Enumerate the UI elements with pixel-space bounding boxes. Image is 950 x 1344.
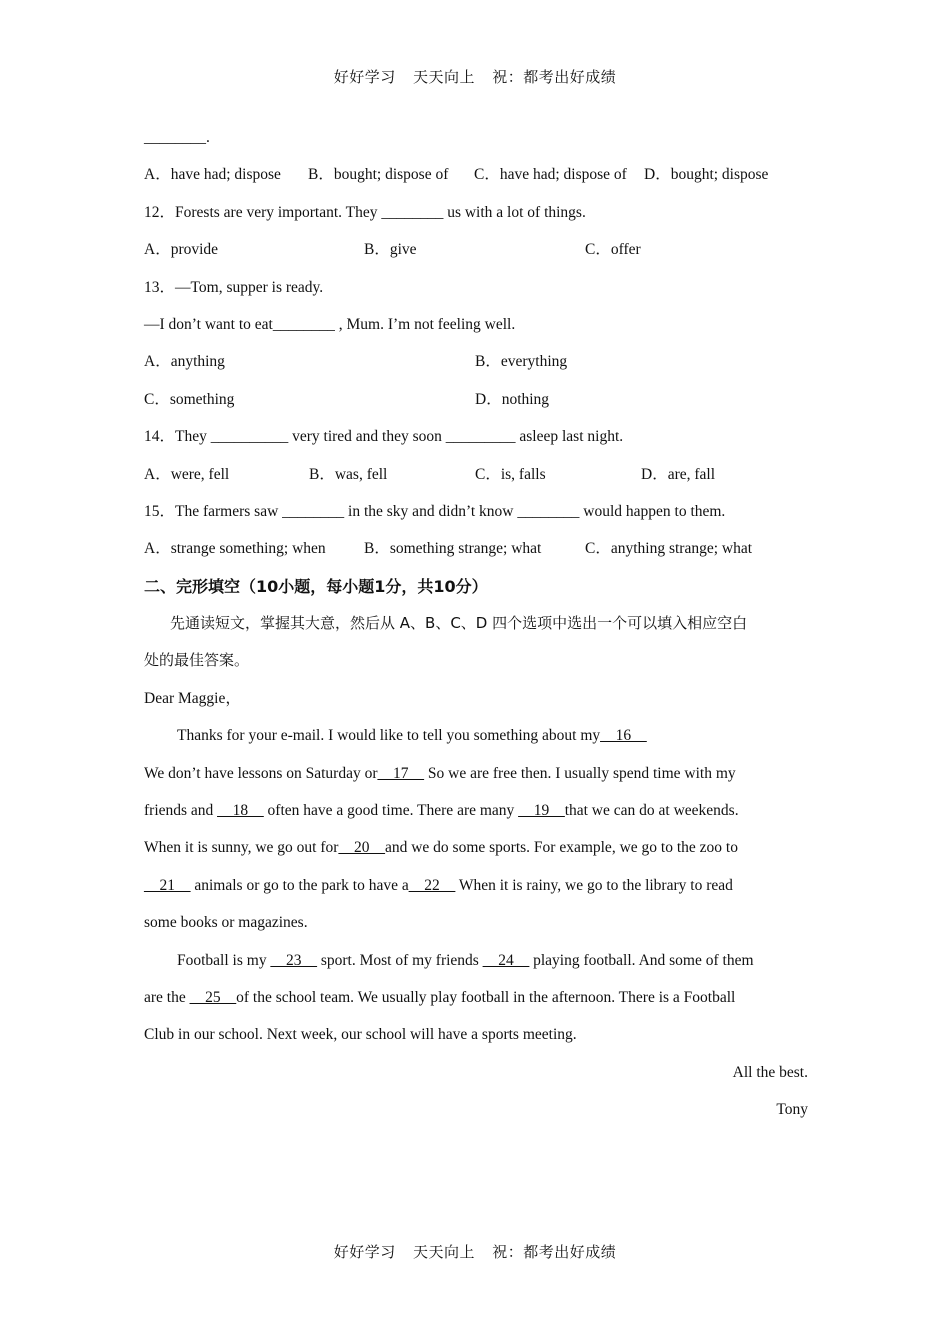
footer-motto-2: 天天向上	[412, 1243, 475, 1261]
q15-stem: 15．The farmers saw ________ in the sky and didn’t know ________ would happen to them.	[144, 502, 726, 520]
letter-p2-line2	[144, 979, 808, 1016]
letter-p1-line6: some books or magazines.	[144, 914, 308, 932]
blank-18: __18__	[217, 802, 264, 820]
section-2-title: 二、完形填空（10小题，每小题1分，共10分）	[144, 576, 488, 596]
letter-text: often have a good time. There are many	[263, 802, 519, 820]
q15-option-a: A．strange something; when	[144, 540, 326, 558]
letter-p2-line3: Club in our school. Next week, our school will have a sports meeting.	[144, 1026, 577, 1044]
letter-text: So we are free then. I usually spend time with my	[424, 764, 736, 782]
letter-text: and we do some sports. For example, we go to the zoo to	[384, 839, 738, 857]
q15-option-b: B．something strange; what	[364, 540, 542, 558]
letter-text: playing football. And some of them	[529, 951, 754, 969]
q14-option-d: D．are, fall	[641, 465, 716, 483]
q11-options	[144, 156, 808, 193]
letter-p2-line1	[144, 942, 808, 979]
letter-text: When it is sunny, we go out for	[144, 839, 339, 857]
q13-stem-reply: —I don’t want to eat________ , Mum. I’m not feeling well.	[144, 315, 516, 333]
header-motto-2: 天天向上	[412, 68, 475, 86]
section-2-instruction-line2: 处的最佳答案。	[144, 651, 250, 670]
q11-option-b: B．bought; dispose of	[308, 166, 449, 184]
q13-option-a: A．anything	[144, 353, 225, 371]
q13-options-row2	[144, 381, 808, 418]
q12-options	[144, 231, 808, 268]
letter-p1-line2	[144, 755, 808, 792]
letter-text: are the	[144, 988, 190, 1006]
q13-option-c: C．something	[144, 390, 235, 408]
q14-option-c: C．is, falls	[475, 465, 546, 483]
document-body	[144, 119, 808, 1129]
letter-closing: All the best.	[732, 1063, 808, 1081]
q11-option-d: D．bought; dispose	[644, 166, 769, 184]
letter-p1-line1	[144, 717, 808, 754]
q11-option-c: C．have had; dispose of	[474, 166, 627, 184]
letter-text: friends and	[144, 802, 218, 820]
blank-25: __25__	[189, 988, 237, 1006]
q12-option-a: A．provide	[144, 241, 219, 259]
q15-options	[144, 530, 808, 567]
header-motto-3: 祝：都考出好成绩	[492, 68, 617, 86]
q13-option-b: B．everything	[475, 353, 568, 371]
q11-stem-tail: ________.	[144, 129, 210, 146]
letter-text: sport. Most of my friends	[316, 951, 483, 969]
letter-p1-line4	[144, 829, 808, 866]
letter-text: Thanks for your e-mail. I would like to tell you something about my	[177, 727, 601, 745]
blank-16: __16__	[600, 727, 647, 745]
q14-option-b: B．was, fell	[309, 465, 388, 483]
letter-text: Football is my	[177, 951, 271, 969]
letter-greeting: Dear Maggie，	[144, 689, 241, 707]
q14-option-a: A．were, fell	[144, 465, 230, 483]
blank-22: __22__	[408, 876, 456, 894]
footer-motto-3: 祝：都考出好成绩	[492, 1243, 617, 1261]
letter-text: that we can do at weekends.	[564, 802, 739, 820]
page-header	[0, 66, 950, 87]
letter-p1-line3	[144, 792, 808, 829]
letter-text: When it is rainy, we go to the library to read	[455, 876, 733, 894]
q12-option-c: C．offer	[585, 241, 641, 259]
q14-stem: 14．They __________ very tired and they soon _________ asleep last night.	[144, 428, 624, 446]
blank-20: __20__	[338, 839, 385, 857]
blank-17: __17__	[377, 764, 425, 782]
blank-24: __24__	[482, 951, 530, 969]
q12-stem: 12．Forests are very important. They ________ us with a lot of things.	[144, 203, 586, 221]
section-2-instruction-line1: 先通读短文，掌握其大意，然后从 A、B、C、D 四个选项中选出一个可以填入相应空白	[170, 614, 748, 633]
blank-19: __19__	[518, 802, 565, 820]
q15-option-c: C．anything strange; what	[585, 540, 753, 558]
letter-signature: Tony	[776, 1101, 808, 1119]
header-motto-1: 好好学习	[333, 68, 396, 86]
footer-motto-1: 好好学习	[333, 1243, 396, 1261]
q13-stem: 13．—Tom, supper is ready.	[144, 278, 324, 296]
blank-23: __23__	[270, 951, 317, 969]
letter-p1-line5	[144, 867, 808, 904]
letter-text: We don’t have lessons on Saturday or	[144, 764, 378, 782]
q11-option-a: A．have had; dispose	[144, 166, 281, 184]
page-footer	[0, 1241, 950, 1262]
q13-options-row1	[144, 343, 808, 380]
letter-text: of the school team. We usually play football in the afternoon. There is a Football	[236, 988, 736, 1006]
q12-option-b: B．give	[364, 241, 417, 259]
letter-text: animals or go to the park to have a	[190, 876, 409, 894]
q14-options	[144, 456, 808, 493]
q13-option-d: D．nothing	[475, 390, 550, 408]
blank-21: __21__	[144, 876, 191, 894]
